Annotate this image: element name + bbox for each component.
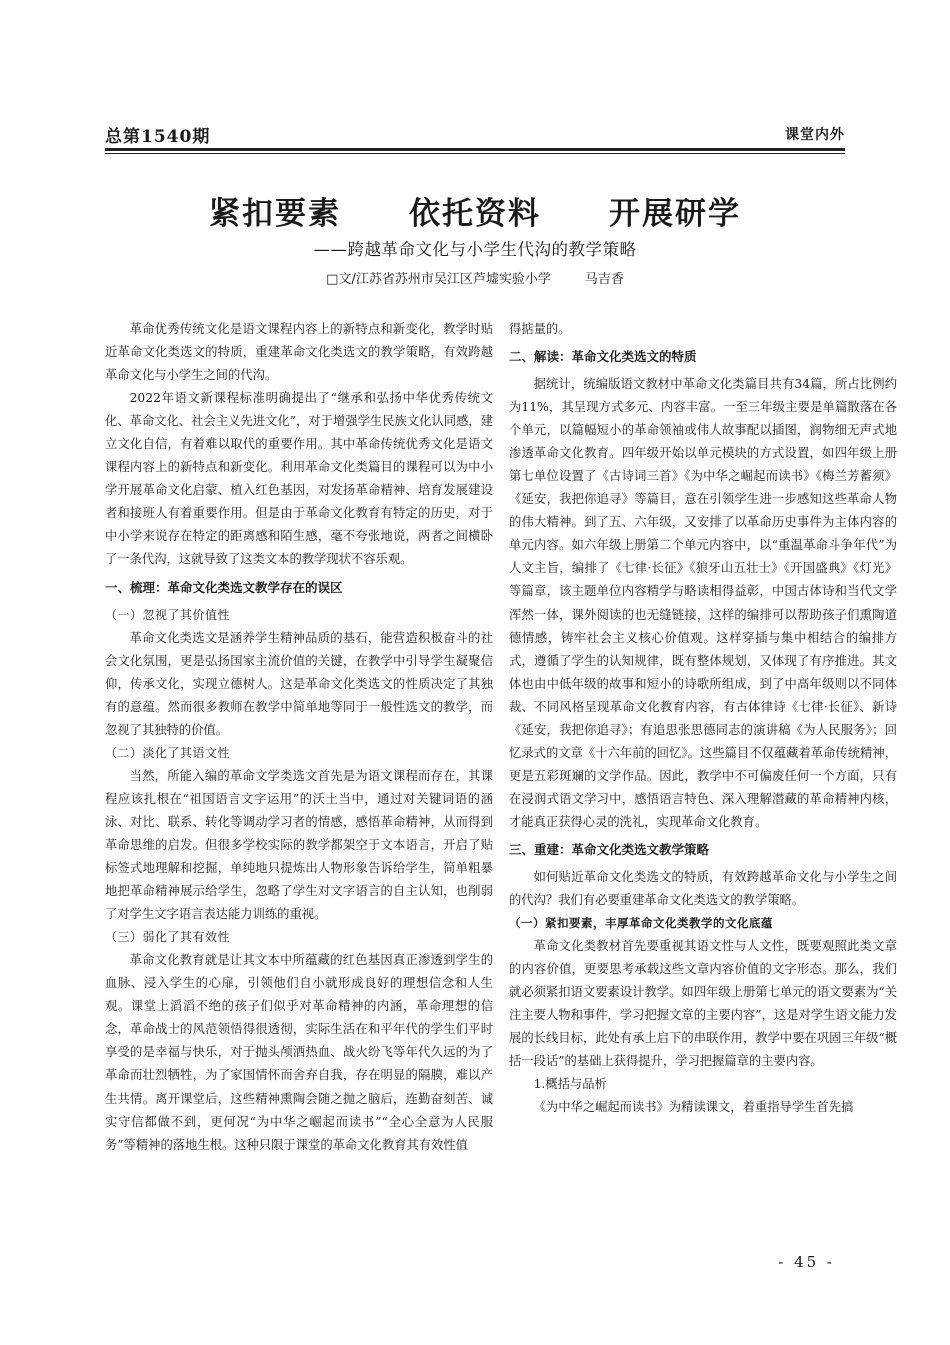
paragraph: 革命文化类选文是涵养学生精神品质的基石，能营造积极奋斗的社会文化氛围，更是弘扬国家主流价值的关键，在教学中引导学生凝聚信仰，传承文化，实现立德树人。这是革命文化类选文的性质决定了其独有的意蕴。然而很多教师在教学中简单地等同于一般性选文的教学，而忽视了其独特的价值。 [105,630,493,737]
paragraph-label: 1.概括与品析 [533,1077,607,1092]
author-affiliation: □文/江苏省苏州市吴江区芦墟实验小学 [326,272,551,287]
paragraph: 革命文化教育就是让其文本中所蕴藏的红色基因真正渗透到学生的血脉、浸入学生的心扉，引领他们自小就形成良好的理想信念和人生观。课堂上滔滔不绝的孩子们似乎对革命精神的内涵，革命理想的信念，革命战士的风范领悟得很透彻，实际生活在和平年代的学生们平时享受的是幸福与快乐，对于抛头颅洒热血、战火纷飞等年代久远的为了革命而壮烈牺牲，为了家国情怀而舍弃自我，存在明显的隔膜，难以产生共情。离开课堂后，这些精神熏陶会随之抛之脑后，连勤奋刻苦、诚实守信都做不到，更何况“为中华之崛起而读书”“全心全意为人民服务”等精神的落地生根。这种只限于课堂的革命文化教育其有效性值 [105,953,493,1152]
paragraph: 如何贴近革命文化类选文的特质，有效跨越革命文化与小学生之间的代沟？我们有必要重建革命文化类选文的教学策略。 [509,869,897,908]
author-name: 马吉香 [584,272,624,287]
column-name: 课堂内外 [785,127,845,143]
intro-paragraph: 革命优秀传统文化是语文课程内容上的新特点和新变化，教学时贴近革命文化类选文的特质，重建革命文化类选文的教学策略，有效跨越革命文化与小学生之间的代沟。 [105,322,493,383]
section-heading: 二、解读：革命文化类选文的特质 [509,349,697,365]
paragraph: 当然，所能入编的革命文学类选文首先是为语文课程而存在，其课程应该扎根在“祖国语言文字运用”的沃土当中，通过对关键词语的涵泳、对比、联系、转化等调动学习者的情感，感悟革命精神，从而得到革命思维的启发。但很多学校实际的教学都架空于文本语言，开启了贴标签式地理解和挖掘，单纯地只提炼出人物形象告诉给学生，简单粗暴地把革命精神展示给学生，忽略了学生对文字语言的自主认知，也削弱了对学生文字语言表达能力训练的重视。 [105,768,493,922]
issue-number: 总第1540期 [105,127,211,147]
right-column [509,318,897,1120]
title-part-2: 依托资料 [409,196,541,232]
paragraph: 《为中华之崛起而读书》为精读课文，着重指导学生首先搞 [533,1100,854,1115]
header-rule-thin [105,153,845,154]
paragraph: 革命文化类教材首先要重视其语文性与人文性，既要观照此类文章的内容价值，更要思考承载这些文章内容价值的文字形态。那么，我们就必须紧扣语文要素设计教学。如四年级上册第七单元的语文要素为“关注主要人物和事件，学习把握文章的主要内容”，这是对学生语文能力发展的长线目标，此处有承上启下的串联作用，教学中要在巩固三年级“概括一段话”的基础上获得提升，学习把握篇章的主要内容。 [509,939,897,1069]
paragraph: 据统计，统编版语文教材中革命文化类篇目共有34篇，所占比例约为11%，其呈现方式多元、内容丰富。一至三年级主要是单篇散落在各个单元，以篇幅短小的革命领袖或伟人故事配以插图，润物细无声式地渗透革命文化教育。四年级开始以单元模块的方式设置，如四年级上册第七单位设置了《古诗词三首》《为中华之崛起而读书》《梅兰芳蓄须》《延安，我把你追寻》等篇目，意在引领学生进一步感知这些革命人物的伟大精神。到了五、六年级，又安排了以革命历史事件为主体内容的单元内容。如六年级上册第二个单元内容中，以“重温革命斗争年代”为人文主旨，编排了《七律·长征》《狼牙山五壮士》《开国盛典》《灯光》等篇章，该主题单位内容精学与略读相得益彰，中国古体诗和当代文学浑然一体，课外阅读的也无缝链接，这样的编排可以帮助孩子们熏陶道德情感，铸牢社会主义核心价值观。这样穿插与集中相结合的编排方式，遵循了学生的认知规律，既有整体规划，又体现了有序推进。其文体也由中低年级的故事和短小的诗歌所组成，到了中高年级则以不同体裁、不同风格呈现革命文化教育内容，有古体律诗《七律·长征》、新诗《延安，我把你追寻》；有追思张思德同志的演讲稿《为人民服务》；回忆录式的文章《十六年前的回忆》。这些篇目不仅蕴藏着革命传统精神，更是五彩斑斓的文学作品。因此，教学中不可偏废任何一个方面，只有在浸润式语文学习中，感悟语言特色、深入理解潜藏的革命精神内核，才能真正获得心灵的洗礼，实现革命文化教育。 [509,377,897,829]
paragraph: 2022年语文新课程标准明确提出了“继承和弘扬中华优秀传统文化、革命文化、社会主义先进文化”，对于增强学生民族文化认同感，建立文化自信，有着难以取代的重要作用。其中革命传统优秀文化是语文课程内容上的新特点和新变化。利用革命文化类篇目的课程可以为中小学开展革命文化启蒙、植入红色基因，对发扬革命精神、培育发展建设者和接班人有着重要作用。但是由于革命文化教育有特定的历史，对于中小学来说存在特定的距离感和陌生感，毫不夸张地说，两者之间横卧了一条代沟，这就导致了这类文本的教学现状不容乐观。 [105,391,493,567]
page-number: - 45 - [778,1253,835,1271]
section-heading: 三、重建：革命文化类选文教学策略 [509,841,710,857]
title-part-1: 紧扣要素 [209,196,341,232]
article-subtitle: ——跨越革命文化与小学生代沟的教学策略 [313,240,637,259]
section-heading: 一、梳理：革命文化类选文教学存在的误区 [105,579,343,595]
article-title [105,188,845,233]
author-line [105,268,845,287]
title-part-3: 开展研学 [609,196,741,232]
subsection-heading: （二）淡化了其语文性 [105,745,231,760]
subsection-heading: （一）紧扣要素，丰厚革命文化类教学的文化底蕴 [509,916,773,931]
subsection-heading: （三）弱化了其有效性 [105,930,231,945]
left-column [105,318,493,1157]
subsection-heading: （一）忽视了其价值性 [105,607,231,622]
header-rule [105,148,845,151]
paragraph-continuation: 得掂量的。 [509,322,571,336]
